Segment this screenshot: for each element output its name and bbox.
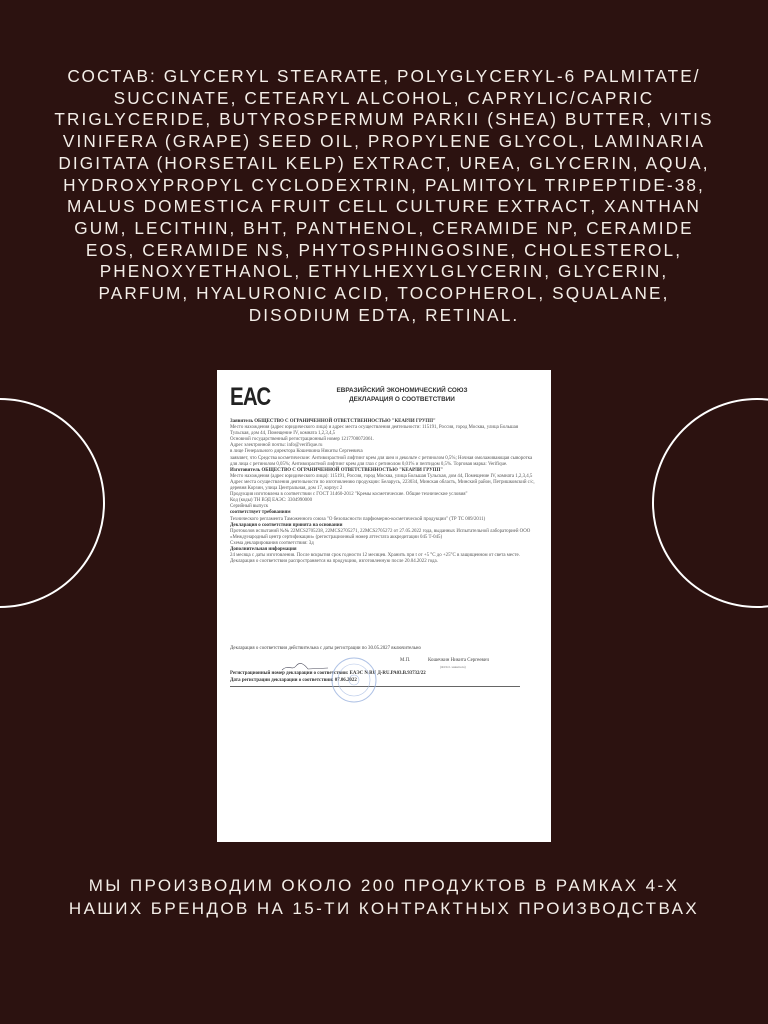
protocols-line: Протоколов испытаний №№ 22MCS2705238, 22MCS2705271, 22MCS2705272 от 27.05.2022 года, выданных Испытательной лабораторией ООО «Международный центр сертификации» (регистрационный номер аттестата аккредитации 045 Т-045) [230,528,531,540]
tagline-text: МЫ ПРОИЗВОДИМ ОКОЛО 200 ПРОДУКТОВ В РАМКАХ 4-Х НАШИХ БРЕНДОВ НА 15-ТИ КОНТРАКТНЫХ ПРОИЗВОДСТВАХ [68,876,700,918]
registration-date: Дата регистрации декларации о соответствии: 07.06.2022 [230,678,357,683]
serial-line: Серийный выпуск [230,504,269,510]
ingredients-text: СОСТАВ: GLYCERYL STEARATE, POLYGLYCERYL-6 PALMITATE/ SUCCINATE, CETEARYL ALCOHOL, CAPRYLIC/CAPRIC TRIGLYCERIDE, BUTYROSPERMUM PARKII (SHEA) BUTTER, VITIS VINIFERA (GRAPE) SEED OIL, PROPYLENE GLYCOL, LAMINARIA DIGITATA (HORSETAIL KELP) EXTRACT, UREA, GLYCERIN, AQUA, HYDROXYPROPYL CYCLODEXTRIN, PALMITOYL TRIPEPTIDE-38, MALUS DOMESTICA FRUIT CELL CULTURE EXTRACT, XANTHAN GUM, LECITHIN, BHT, PANTHENOL, CERAMIDE NP, CERAMIDE EOS, CERAMIDE NS, PHYTOSPHINGOSINE, CHOLESTEROL, PHENOXYETHANOL, ETHYLHEXYLGLYCERIN, GLYCERIN, PARFUM, HYALURONIC ACID, TOCOPHEROL, SQUALANE, DISODIUM EDTA, RETINAL. [54,66,714,325]
signer-name: Кошечкин Никита Сергеевич [428,658,489,663]
declaration-document [217,370,551,842]
email-line: Адрес электронной почты: info@verifique.ru [230,443,323,449]
header-declaration: ДЕКЛАРАЦИЯ О СООТВЕТСТВИИ [349,395,455,403]
declares-line: заявляет, что Средства косметические: Антивозрастной лифтинг крем для шеи и декольте с ретинолом 0,5%; Ночная омолаживающая сыворотка для лица с ретинолом 0,05%; Антивозрастной лифтинг крем для глаз с ретинолом 0,01% и пептидом 0,5%. Торговая марка: Verifique. [230,455,533,467]
signer-caption: (Ф.И.О. заявителя) [440,665,466,669]
header-union: ЕВРАЗИЙСКИЙ ЭКОНОМИЧЕСКИЙ СОЮЗ [336,387,468,394]
mp-label: М.П. [400,658,411,663]
signature-block [230,646,538,683]
applicant-address: Место нахождения (адрес юридического лица) и адрес места осуществления деятельности: 115191, Россия, город Москва, улица Большая Тульская, дом 44, Помещение IV, комната 1,2,3,4,5 [230,425,519,437]
complies-line: соответствует требованиям [230,510,291,516]
manufacturer-address: Место нахождения (адрес юридического лица): 115191, Россия, город Москва, улица Большая Тульская, дом 44, Помещение IV, комната 1,2,3,4,5 [230,473,533,479]
basis-title: Декларация о соответствии принята на основании [230,522,343,528]
decorative-circle-right [652,398,768,608]
applicant-line: Заявитель ОБЩЕСТВО С ОГРАНИЧЕННОЙ ОТВЕТСТВЕННОСТЬЮ "КЕАРЛИ ГРУПП" [230,419,436,424]
validity-line: Декларация о соответствии действительна с даты регистрации по 30.05.2027 включительно [230,646,421,651]
represented-line: в лице Генерального директора Кошечкина Никиты Сергеевича [230,449,363,455]
document-body [230,419,538,565]
registration-number: Регистрационный номер декларации о соответствии: ЕАЭС N RU Д-RU.РА03.В.93732/22 [230,671,426,676]
additional-info: 24 месяца с даты изготовления. После вскрытия срок годности 12 месяцев. Хранить при t от +5 °С до +25°С в защищенном от света месте. Декларация о соответствии распространяется на продукцию, изготовленную после 20.04.2022 года. [230,553,520,565]
decorative-circle-left [0,398,105,608]
document-header [297,387,507,404]
scheme-line: Схема декларирования соответствия: 3д [230,540,314,546]
additional-title: Дополнительная информация [230,546,297,552]
regulation-line: Технического регламента Таможенного союза "О безопасности парфюмерно-косметической продукции" (ТР ТС 009/2011) [230,516,486,522]
tn-ved-line: Код (коды) ТН ВЭД ЕАЭС: 3304990000 [230,498,313,504]
eac-logo: ЕАС [230,383,271,411]
stamp-seal-icon [330,656,378,704]
ogrn-line: Основной государственный регистрационный номер 1217700072061. [230,437,375,443]
production-address: Адрес места осуществления деятельности по изготовлению продукции: Беларусь, 223034, Минская область, Минский район, Петришковский с/с, деревня Корзин, улица Центральная, дом 17, корпус 2 [230,479,535,492]
manufacturer-line: Изготовитель ОБЩЕСТВО С ОГРАНИЧЕННОЙ ОТВЕТСТВЕННОСТЬЮ "КЕАРЛИ ГРУПП" [230,467,443,473]
standard-line: Продукция изготовлена в соответствии с ГОСТ 31460-2012 "Кремы косметические. Общие технические условия" [230,492,468,498]
